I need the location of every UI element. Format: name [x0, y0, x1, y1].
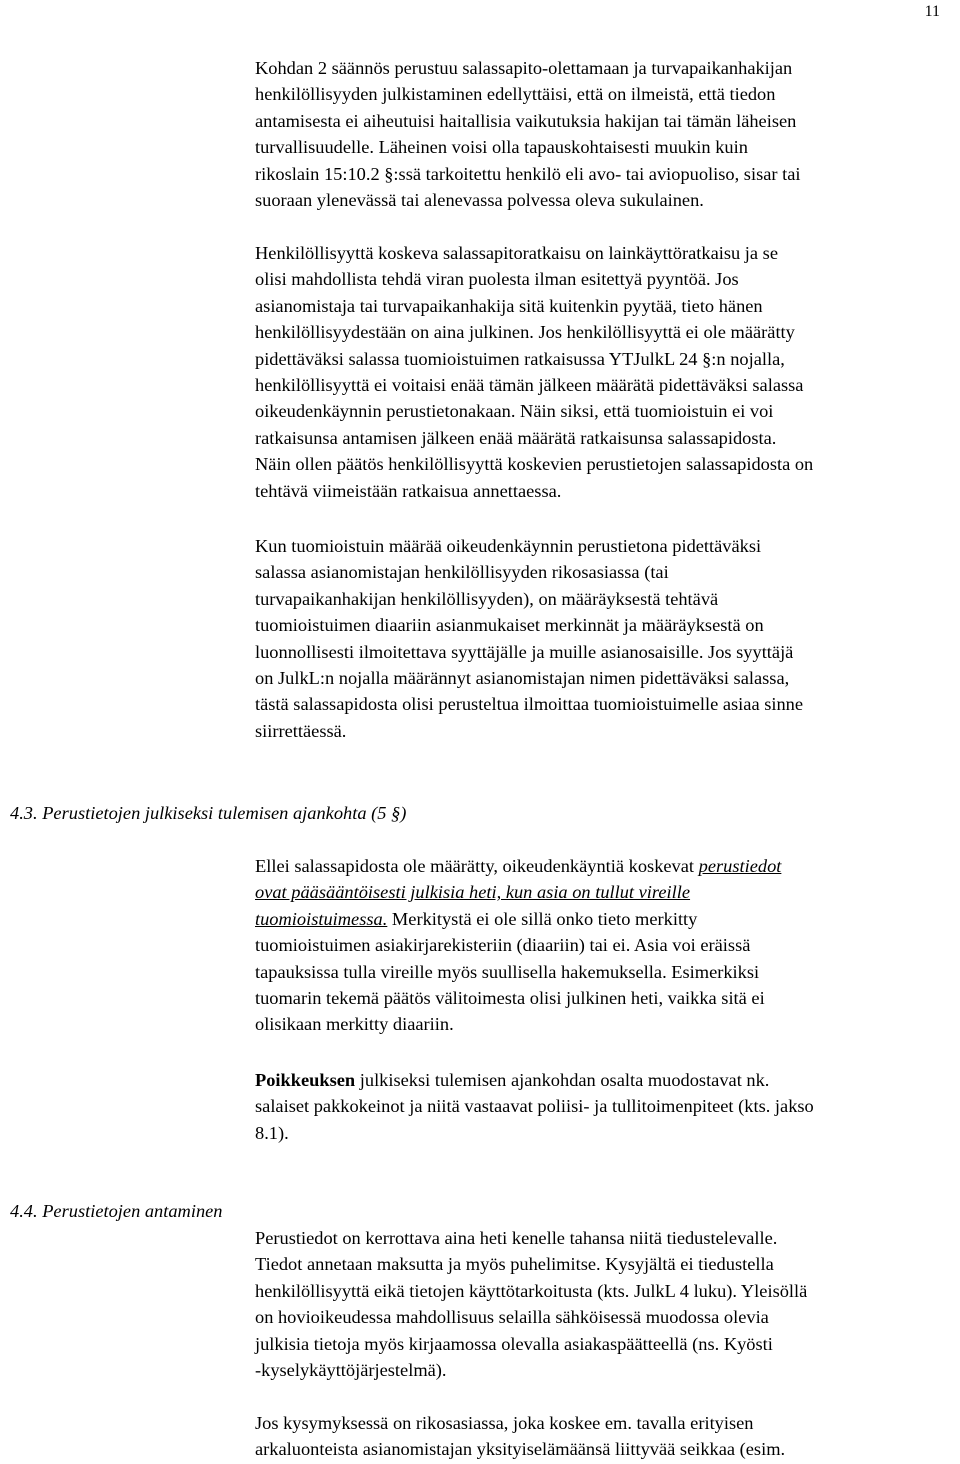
text-line: salaiset pakkokeinot ja niitä vastaavat poliisi- ja tullitoimenpiteet (kts. jakso [255, 1096, 814, 1117]
paragraph-salassapito-olettama [255, 55, 801, 213]
text-line: oikeudenkäynnin perustietonakaan. Näin siksi, että tuomioistuin ei voi [255, 401, 774, 422]
paragraph-poikkeus [255, 1067, 814, 1146]
section-heading-4-4 [10, 1198, 223, 1224]
paragraph-diaarimerkinnat [255, 533, 803, 744]
paragraph-salassapitoratkaisu [255, 240, 813, 504]
section-heading-4-3 [10, 800, 406, 826]
text-line: arkaluonteista asianomistajan yksityiselämäänsä liittyvää seikkaa (esim. [255, 1439, 786, 1460]
text-line: salassa asianomistajan henkilöllisyyden rikosasiassa (tai [255, 562, 669, 583]
text-run: Merkitystä ei ole sillä onko tieto merkitty [387, 908, 698, 929]
section-number: 4.3. [10, 803, 38, 823]
text-line: tästä salassapidosta olisi perusteltua ilmoittaa tuomioistuimelle asiaa sinne [255, 694, 804, 715]
text-line [255, 879, 781, 905]
text-line: Kohdan 2 säännös perustuu salassapito-olettamaan ja turvapaikanhakijan [255, 58, 793, 78]
emphasis-text: tuomioistuimessa. [255, 908, 388, 929]
text-line: olisikaan merkitty diaariin. [255, 1014, 454, 1035]
text-line: Kun tuomioistuin määrää oikeudenkäynnin perustietona pidettäväksi [255, 536, 762, 556]
text-line: henkilöllisyydestään on aina julkinen. Jos henkilöllisyyttä ei ole määrätty [255, 322, 795, 343]
text-line: on hovioikeudessa mahdollisuus selailla sähköisessä muodossa olevia [255, 1307, 769, 1328]
text-line: Perustiedot on kerrottava aina heti kenelle tahansa niitä tiedustelevalle. [255, 1228, 778, 1248]
text-line: Näin ollen päätös henkilöllisyyttä koskevien perustietojen salassapidosta on [255, 454, 814, 475]
text-line [255, 906, 781, 932]
paragraph-perustietojen-antaminen [255, 1225, 807, 1383]
text-line: henkilöllisyyden julkistaminen edellyttäisi, että on ilmeistä, että tiedon [255, 84, 776, 105]
text-run: julkiseksi tulemisen ajankohdan osalta muodostavat nk. [355, 1070, 770, 1090]
text-line: pidettäväksi salassa tuomioistuimen ratkaisussa YTJulkL 24 §:n nojalla, [255, 348, 785, 369]
text-line: on JulkL:n nojalla määrännyt asianomistajan nimen pidettäväksi salassa, [255, 668, 790, 689]
text-line [255, 853, 781, 879]
page-number: 11 [924, 3, 940, 20]
text-line: Tiedot annetaan maksutta ja myös puhelimitse. Kysyjältä ei tiedustella [255, 1254, 774, 1275]
section-title: Perustietojen julkiseksi tulemisen ajankohta (5 §) [42, 803, 407, 823]
text-line: suoraan ylenevässä tai alenevassa polvessa oleva sukulainen. [255, 190, 704, 211]
text-line: henkilöllisyyttä eikä tietojen käyttötarkoitusta (kts. JulkL 4 luku). Yleisöllä [255, 1280, 808, 1301]
text-line: luonnollisesti ilmoitettava syyttäjälle ja muille asianosaisille. Jos syyttäjä [255, 641, 794, 662]
text-line: 8.1). [255, 1122, 289, 1143]
bold-text: Poikkeuksen [255, 1070, 356, 1090]
text-line: -kyselykäyttöjärjestelmä). [255, 1360, 447, 1381]
text-line [255, 1067, 814, 1093]
text-line: antamisesta ei aiheutuisi haitallisia vaikutuksia hakijan tai tämän läheisen [255, 110, 797, 131]
paragraph-arkaluonteinen [255, 1410, 785, 1463]
text-line: ratkaisunsa antamisen jälkeen enää määrätä ratkaisunsa salassapidosta. [255, 427, 777, 448]
emphasis-text: perustiedot [698, 856, 782, 876]
text-line: rikoslain 15:10.2 §:ssä tarkoitettu henkilö eli avo- tai aviopuoliso, sisar tai [255, 163, 801, 184]
text-line: turvapaikanhakijan henkilöllisyyden), on määräyksestä tehtävä [255, 588, 719, 609]
text-line: tehtävä viimeistään ratkaisua annettaessa. [255, 480, 562, 501]
text-line: tuomioistuimen asiakirjarekisteriin (diaariin) tai ei. Asia voi eräissä [255, 935, 751, 956]
text-line: henkilöllisyyttä ei voitaisi enää tämän jälkeen määrätä pidettäväksi salassa [255, 375, 804, 396]
text-run: Ellei salassapidosta ole määrätty, oikeudenkäyntiä koskevat [255, 856, 699, 876]
text-line: asianomistaja tai turvapaikanhakija sitä kuitenkin pyytää, tieto hänen [255, 295, 763, 316]
text-line: olisi mahdollista tehdä viran puolesta ilman esitettyä pyyntöä. Jos [255, 269, 739, 290]
section-number: 4.4. [10, 1201, 38, 1221]
text-line: Henkilöllisyyttä koskeva salassapitoratkaisu on lainkäyttöratkaisu ja se [255, 243, 778, 263]
text-line: tuomarin tekemä päätös välitoimesta olisi julkinen heti, vaikka sitä ei [255, 988, 765, 1009]
section-title: Perustietojen antaminen [42, 1201, 223, 1221]
text-line: tapauksissa tulla vireille myös suullisella hakemuksella. Esimerkiksi [255, 961, 760, 982]
paragraph-perustiedot-julkisia [255, 853, 781, 1038]
emphasis-text: ovat pääsääntöisesti julkisia heti, kun asia on tullut vireille [255, 882, 691, 903]
text-line: turvallisuudelle. Läheinen voisi olla tapauskohtaisesti muukin kuin [255, 137, 748, 158]
text-line: tuomioistuimen diaariin asianmukaiset merkinnät ja määräyksestä on [255, 615, 764, 636]
text-line: julkisia tietoja myös kirjaamossa olevalla asiakaspäätteellä (ns. Kyösti [255, 1333, 773, 1354]
text-line: Jos kysymyksessä on rikosasiassa, joka koskee em. tavalla erityisen [255, 1413, 754, 1433]
text-line: siirrettäessä. [255, 720, 347, 741]
